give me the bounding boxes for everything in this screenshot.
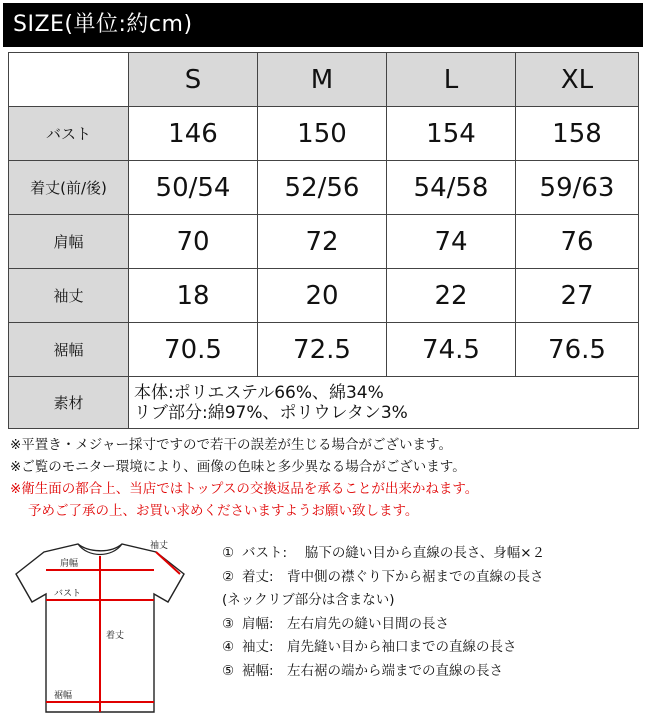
note-no-returns: ※衛生面の都合上、当店ではトップスの交換返品を承ることが出来かねます。 [10, 481, 479, 497]
legend-item: ② 着丈: 背中側の襟ぐり下から裾までの直線の長さ [222, 568, 544, 585]
row-label-shoulder: 肩幅 [9, 215, 129, 269]
table-cell: 59/63 [516, 161, 639, 215]
legend-item: ⑤ 裾幅: 左右裾の端から端までの直線の長さ [222, 662, 504, 679]
table-cell: 158 [516, 107, 639, 161]
material-line-1: 本体:ポリエステル66%、綿34% [134, 382, 384, 403]
table-cell: 154 [387, 107, 516, 161]
table-row [9, 215, 639, 269]
table-cell: 72.5 [258, 323, 387, 377]
table-cell: 76 [516, 215, 639, 269]
tshirt-illustration-icon [10, 536, 210, 716]
table-row [9, 269, 639, 323]
note-monitor: ※ご覧のモニター環境により、画像の色味と多少異なる場合がございます。 [10, 459, 466, 475]
legend-item: ③ 肩幅: 左右肩先の縫い目間の長さ [222, 615, 450, 632]
table-row-material [9, 377, 639, 429]
row-label-bust: バスト [9, 107, 129, 161]
table-cell: 20 [258, 269, 387, 323]
material-line-2: リブ部分:綿97%、ポリウレタン3% [134, 402, 408, 423]
notes-block [10, 434, 478, 522]
row-label-material: 素材 [9, 377, 129, 429]
row-label-hem: 裾幅 [9, 323, 129, 377]
measurement-legend [222, 542, 545, 683]
table-cell: 54/58 [387, 161, 516, 215]
table-header-row [9, 53, 639, 107]
table-cell: 22 [387, 269, 516, 323]
table-cell: 74.5 [387, 323, 516, 377]
legend-item: (ネックリブ部分は含まない) [222, 592, 395, 608]
size-header-l: L [387, 53, 516, 107]
table-cell: 50/54 [129, 161, 258, 215]
note-apology: 予めご了承の上、お買い求めくださいますようお願い致します。 [28, 503, 419, 519]
size-header-m: M [258, 53, 387, 107]
size-header-s: S [129, 53, 258, 107]
legend-item: ④ 袖丈: 肩先縫い目から袖口までの直線の長さ [222, 639, 517, 655]
diagram-label-hem: 裾幅 [54, 691, 73, 701]
table-cell: 27 [516, 269, 639, 323]
note-measurement: ※平置き・メジャー採寸ですので若干の誤差が生じる場合がございます。 [10, 437, 452, 453]
table-corner-cell [9, 53, 129, 107]
table-row [9, 107, 639, 161]
tshirt-diagram [10, 536, 210, 716]
legend-item: ① バスト: 脇下の縫い目から直線の長さ、身幅×２ [222, 545, 546, 561]
diagram-label-shoulder: 肩幅 [60, 559, 79, 569]
table-cell: 18 [129, 269, 258, 323]
row-label-length: 着丈(前/後) [9, 161, 129, 215]
table-cell: 72 [258, 215, 387, 269]
table-row [9, 161, 639, 215]
diagram-label-length: 着丈 [106, 631, 125, 641]
size-table [8, 52, 639, 429]
table-cell: 76.5 [516, 323, 639, 377]
table-row [9, 323, 639, 377]
table-cell: 70 [129, 215, 258, 269]
page-title: SIZE(単位:約cm) [3, 3, 643, 47]
table-cell: 74 [387, 215, 516, 269]
diagram-label-sleeve: 袖丈 [150, 541, 169, 551]
table-cell: 70.5 [129, 323, 258, 377]
size-header-xl: XL [516, 53, 639, 107]
material-cell [129, 377, 639, 429]
row-label-sleeve: 袖丈 [9, 269, 129, 323]
diagram-label-bust: バスト [54, 589, 82, 599]
table-cell: 52/56 [258, 161, 387, 215]
table-cell: 146 [129, 107, 258, 161]
table-cell: 150 [258, 107, 387, 161]
